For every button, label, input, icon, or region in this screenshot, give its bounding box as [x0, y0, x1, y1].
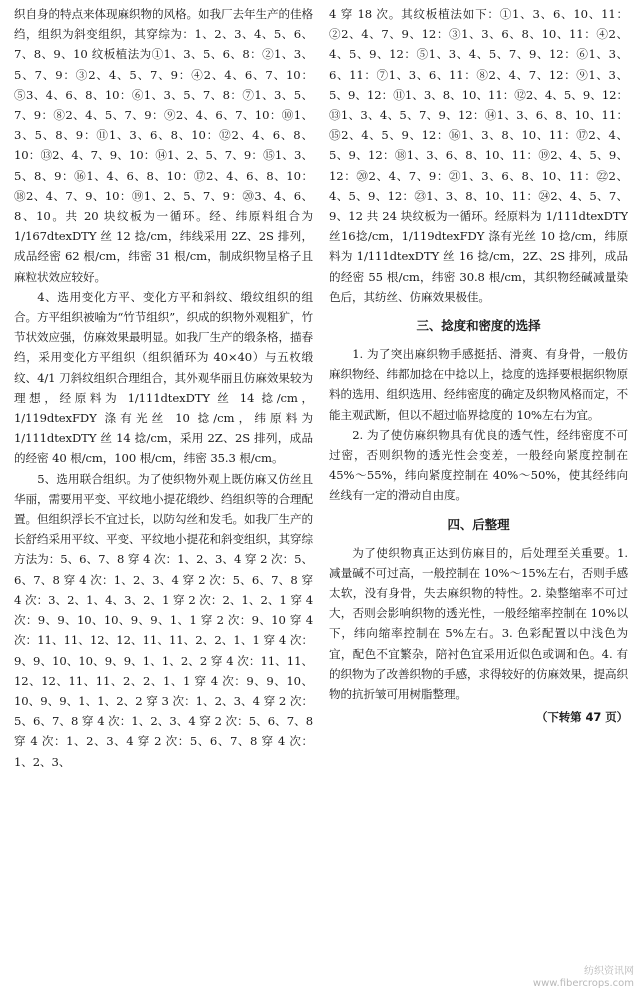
watermark-name: 纺织资讯网	[584, 966, 634, 977]
section-heading-finishing: 四、后整理	[447, 516, 510, 532]
paragraph-twist: 1. 为了突出麻织物手感挺括、滑爽、有身骨，一般仿麻织物经、纬都加捻在中捻以上，捻度的选择要根据织物原料的选用、组织选用、经纬密度的确定及织物风格而定，不能主观武断，但以不超过临界捻度的 10%左右为宜。	[329, 347, 628, 422]
watermark-url: www.fibercrops.com	[532, 978, 634, 989]
paragraph-item-5: 5、选用联合组织。为了使织物外观上既仿麻又仿丝且华丽，需要用平变、平纹地小提花缎纱、绉组织等的合理配置。但组织浮长不宜过长，以防勾丝和发毛。如我厂生产的长舒绉采用平纹、平变、平纹地小提花和斜变组织，其穿综方法为：5、6、7、8 穿 4 次：1、2、3、4 穿 2 次：5、6、7、8 穿 4 次：1、2、3、4 穿 2 次：5、6、7、8 穿 4 次：3、2、1、4、3、2、1 穿 2 次：2、1、2、1 穿 4 次：9、9、10、10、9、9、1、1 穿 2 次：9、10 穿 4 次：11、11、12、12、11、11、2、2、1、1 穿 4 次：9、9、10、10、9、9、1、1、2、2 穿 4 次：11、11、12、12、11、11、2、2、1、1 穿 4 次：9、9、10、10、9、9、1、1、2、2 穿 3 次：1、2、3、4 穿 2 次：5、6、7、8 穿 4 次：1、2、3、4 穿 2 次：5、6、7、8 穿 4 次：1、2、3、4 穿 2 次：5、6、7、8 穿 4 次：1、2、3、	[14, 471, 313, 769]
paragraph-finishing: 为了使织物真正达到仿麻目的，后处理至关重要。1. 减量碱不可过高，一般控制在 10%～15%左右，否则手感太软，没有身骨，失去麻织物的特性。2. 染整缩率不可过大，否则会影响织物的透光性，一般经缩率控制在 10%以下，纬向缩率控制在 5%左右。3. 色彩配置以中浅色为宜，配色不宜繁杂，陪衬色宜采用近似色或调和色。4. 有的织物为了改善织物的手感，求得较好的仿麻效果，提高织物的抗折皱可用树脂整理。	[329, 545, 628, 702]
paragraph-peg-plan: 4 穿 18 次。其纹板植法如下：①1、3、6、10、11：②2、4、7、9、12：③1、3、6、8、10、11：④2、4、5、9、12：⑤1、3、4、5、7、9、12：⑥1、3、6、11：⑦1、3、6、11：⑧2、4、7、12：⑨1、3、5、9、12：⑪1、3、8、10、11：⑫2、4、5、9、12：⑬1、3、4、5、7、9、12：⑭1、3、6、8、10、11：⑮2、4、5、9、12：⑯1、3、8、10、11：⑰2、4、5、9、12：⑱1、3、6、8、10、11：⑲2、4、5、9、12：⑳2、4、7、9：㉑1、3、6、8、10、11：㉒2、4、5、9、12：㉓1、3、8、10、11：㉔2、4、5、7、9、12 共 24 块纹板为一循环。经原料为 1/111dtexDTY 丝16捻/cm，1/119dtexFDY 涤有光丝 10 捻/cm，纬原料为 1/111dtexDTY 丝 16 捻/cm，2Z、2S 排列，成品的经密 55 根/cm，纬密 30.8 根/cm，其织物经碱减量染色后，其纺丝、仿麻效果极佳。	[329, 7, 628, 304]
left-column	[14, 4, 313, 1000]
section-heading-twist-density: 三、捻度和密度的选择	[416, 318, 541, 334]
paragraph-pattern-twill: 织自身的特点来体现麻织物的风格。如我厂去年生产的佳格绉，组织为斜变组织，其穿综为：1、2、3、4、5、6、7、8、9、10 纹板植法为①1、3、5、6、8：②1、3、5、7、9：③2、4、5、7、9：④2、4、6、7、10：⑤3、4、6、8、10：⑥1、3、5、7、8：⑦1、3、5、7、9：⑧2、4、5、7、9：⑨2、4、6、7、10：⑩1、3、5、8、9：⑪1、3、6、8、10：⑫2、4、6、8、10：⑬2、4、7、9、10：⑭1、2、5、7、9：⑮1、3、5、8、9：⑯1、4、6、8、10：⑰2、4、6、8、10：⑱2、4、7、9、10：⑲1、2、5、7、9：⑳3、4、6、8、10。共 20 块纹板为一循环。经、纬原料组合为 1/167dtexDTY 丝 12 捻/cm，纬线采用 2Z、2S 排列，成品经密 62 根/cm，纬密 31 根/cm，制成织物呈格子且麻粒状效应较好。	[14, 7, 313, 284]
right-column	[329, 4, 628, 1000]
paragraph-density: 2. 为了使仿麻织物具有优良的透气性，经纬密度不可过密，否则织物的透光性会变差，一般经向紧度控制在 45%～55%，纬向紧度控制在 40%～50%，使其经纬向丝线有一定的滑动自由度。	[329, 427, 628, 503]
continued-on-page-note: （下转第 47 页）	[535, 710, 628, 725]
site-watermark	[533, 966, 634, 990]
paragraph-item-4: 4、选用变化方平、变化方平和斜纹、缎纹组织的组合。方平组织被喻为“竹节组织”，织成的织物外观粗犷，竹节状效应强，仿麻效果最明显。如我厂生产的缎条格，描春绉，采用变化方平组织（组织循环为 40×40）与五枚缎纹、4/1 刀斜纹组织合理组合，其外观华丽且仿麻效果较为理想，经原料为 1/111dtexDTY 丝 14 捻/cm，1/119dtexFDY 涤有光丝 10 捻/cm，纬原料为 1/111dtexDTY 丝 14 捻/cm，采用 2Z、2S 排列，成品的经密 40 根/cm，100 根/cm，纬密 35.3 根/cm。	[14, 289, 313, 466]
